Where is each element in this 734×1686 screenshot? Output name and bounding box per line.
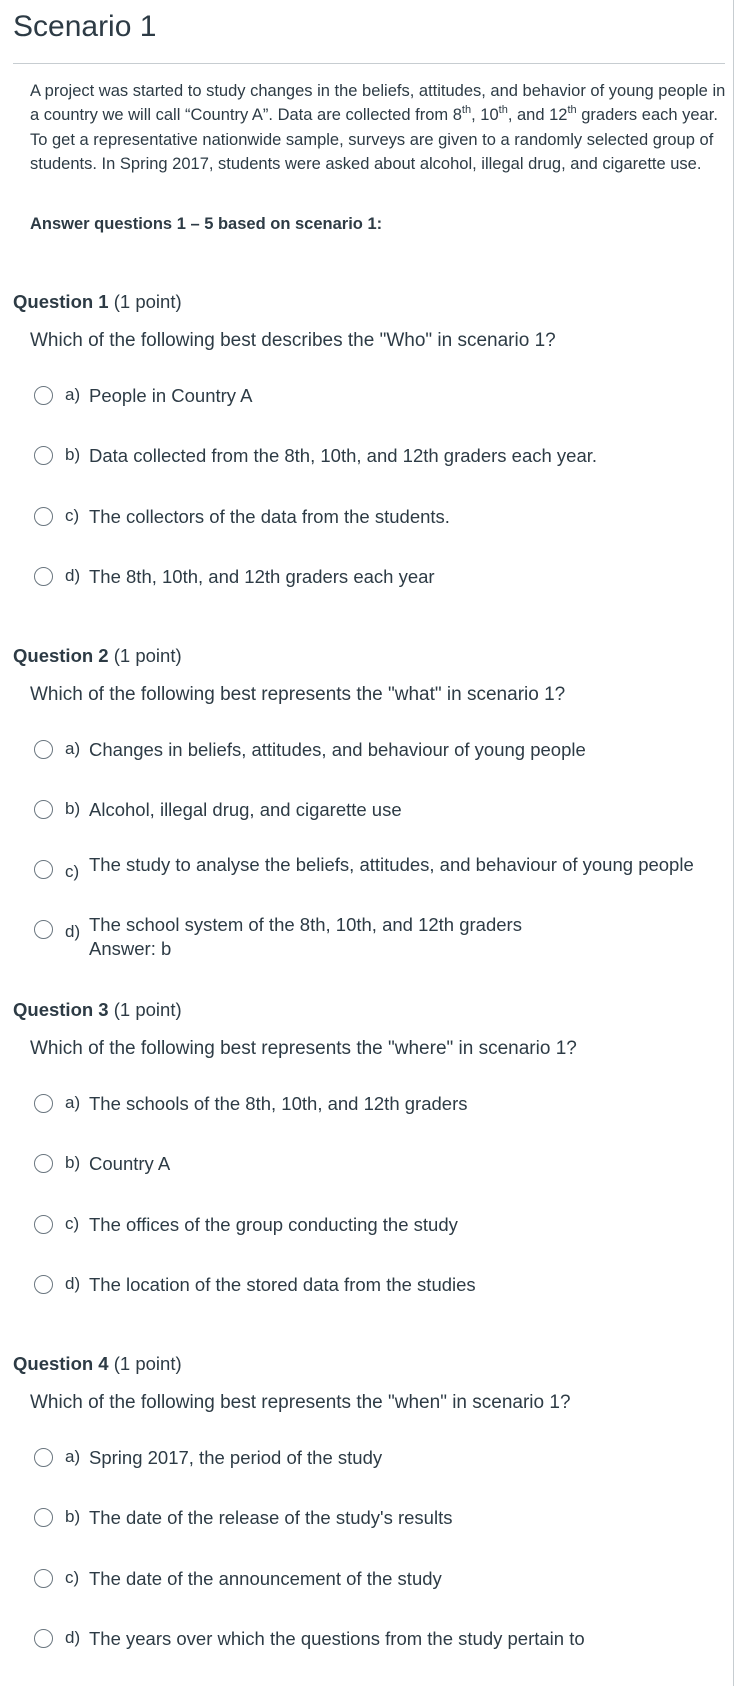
question-text: Which of the following best describes the "Who" in scenario 1? bbox=[30, 330, 556, 351]
option-text: The study to analyse the beliefs, attitudes, and behaviour of young people bbox=[89, 854, 694, 875]
question-header bbox=[13, 645, 182, 667]
option-label: a) bbox=[65, 1093, 81, 1112]
option-label: b) bbox=[65, 799, 81, 818]
scenario-text-part: graders each year. To get a representative nationwide sample, surveys are given to a randomly selected group of students. In Spring 2017, students were asked about alcohol, illegal drug, and cigarette use. bbox=[30, 106, 718, 174]
option-label: a) bbox=[65, 739, 81, 758]
option-label: b) bbox=[65, 1153, 81, 1172]
question-text: Which of the following best represents the "what" in scenario 1? bbox=[30, 684, 566, 705]
question-header bbox=[13, 291, 182, 313]
radio-button[interactable] bbox=[34, 1569, 53, 1588]
option-text: People in Country A bbox=[89, 385, 253, 406]
option-label: d) bbox=[65, 1628, 81, 1647]
radio-button[interactable] bbox=[34, 446, 53, 465]
radio-button[interactable] bbox=[34, 1215, 53, 1234]
radio-button[interactable] bbox=[34, 860, 53, 879]
radio-button[interactable] bbox=[34, 800, 53, 819]
question-header bbox=[13, 999, 182, 1021]
option-text: The school system of the 8th, 10th, and 12th graders bbox=[89, 914, 522, 935]
option-text: The offices of the group conducting the study bbox=[89, 1214, 458, 1235]
scenario-instruction: Answer questions 1 – 5 based on scenario 1: bbox=[30, 215, 383, 233]
option-text: Country A bbox=[89, 1153, 171, 1174]
question-points: (1 point) bbox=[113, 291, 182, 312]
option-label: c) bbox=[65, 1568, 80, 1587]
page-title: Scenario 1 bbox=[13, 10, 157, 43]
option-label: d) bbox=[65, 566, 81, 585]
superscript: th bbox=[567, 104, 577, 117]
option-text: Spring 2017, the period of the study bbox=[89, 1447, 383, 1468]
option-text: The date of the announcement of the study bbox=[89, 1568, 442, 1589]
option-text: Data collected from the 8th, 10th, and 12th graders each year. bbox=[89, 445, 598, 466]
question-points: (1 point) bbox=[113, 645, 182, 666]
scenario-text-part: , 10 bbox=[471, 106, 499, 125]
radio-button[interactable] bbox=[34, 1094, 53, 1113]
question-points: (1 point) bbox=[113, 999, 182, 1020]
option-text: The location of the stored data from the studies bbox=[89, 1274, 476, 1295]
superscript: th bbox=[461, 104, 472, 117]
question-points: (1 point) bbox=[113, 1353, 182, 1374]
option-text: Changes in beliefs, attitudes, and behaviour of young people bbox=[89, 739, 586, 760]
question-label: Question 3 bbox=[13, 999, 109, 1020]
option-label: a) bbox=[65, 385, 81, 404]
question-text: Which of the following best represents the "when" in scenario 1? bbox=[30, 1392, 571, 1413]
radio-button[interactable] bbox=[34, 1448, 53, 1467]
option-text: The 8th, 10th, and 12th graders each year bbox=[89, 566, 435, 587]
radio-button[interactable] bbox=[34, 1508, 53, 1527]
option-label: b) bbox=[65, 445, 81, 464]
option-label: a) bbox=[65, 1447, 81, 1466]
superscript: th bbox=[498, 104, 508, 117]
radio-button[interactable] bbox=[34, 1629, 53, 1648]
scenario-text bbox=[30, 79, 728, 177]
option-text: Alcohol, illegal drug, and cigarette use bbox=[89, 799, 402, 820]
question-label: Question 2 bbox=[13, 645, 109, 666]
radio-button[interactable] bbox=[34, 920, 53, 939]
title-divider bbox=[13, 63, 725, 64]
option-label: c) bbox=[65, 506, 80, 525]
radio-button[interactable] bbox=[34, 386, 53, 405]
question-text: Which of the following best represents the "where" in scenario 1? bbox=[30, 1038, 577, 1059]
option-label: c) bbox=[65, 862, 80, 881]
radio-button[interactable] bbox=[34, 507, 53, 526]
question-header bbox=[13, 1353, 182, 1375]
option-label: c) bbox=[65, 1214, 80, 1233]
option-label: d) bbox=[65, 1274, 81, 1293]
question-label: Question 4 bbox=[13, 1353, 109, 1374]
question-label: Question 1 bbox=[13, 291, 109, 312]
radio-button[interactable] bbox=[34, 740, 53, 759]
radio-button[interactable] bbox=[34, 567, 53, 586]
option-text: The collectors of the data from the students. bbox=[89, 506, 450, 527]
radio-button[interactable] bbox=[34, 1275, 53, 1294]
radio-button[interactable] bbox=[34, 1154, 53, 1173]
scenario-text-part: , and 12 bbox=[507, 106, 568, 125]
option-label: b) bbox=[65, 1507, 81, 1526]
option-text: The schools of the 8th, 10th, and 12th graders bbox=[89, 1093, 468, 1114]
option-label: d) bbox=[65, 922, 81, 941]
scenario-text-part: A project was started to study changes in the beliefs, attitudes, and behavior of young people in a country we will call “Country A”. Data are collected from 8 bbox=[30, 82, 726, 125]
option-text: The years over which the questions from the study pertain to bbox=[89, 1628, 585, 1649]
answer-note: Answer: b bbox=[89, 938, 172, 959]
option-text: The date of the release of the study's results bbox=[89, 1507, 453, 1528]
